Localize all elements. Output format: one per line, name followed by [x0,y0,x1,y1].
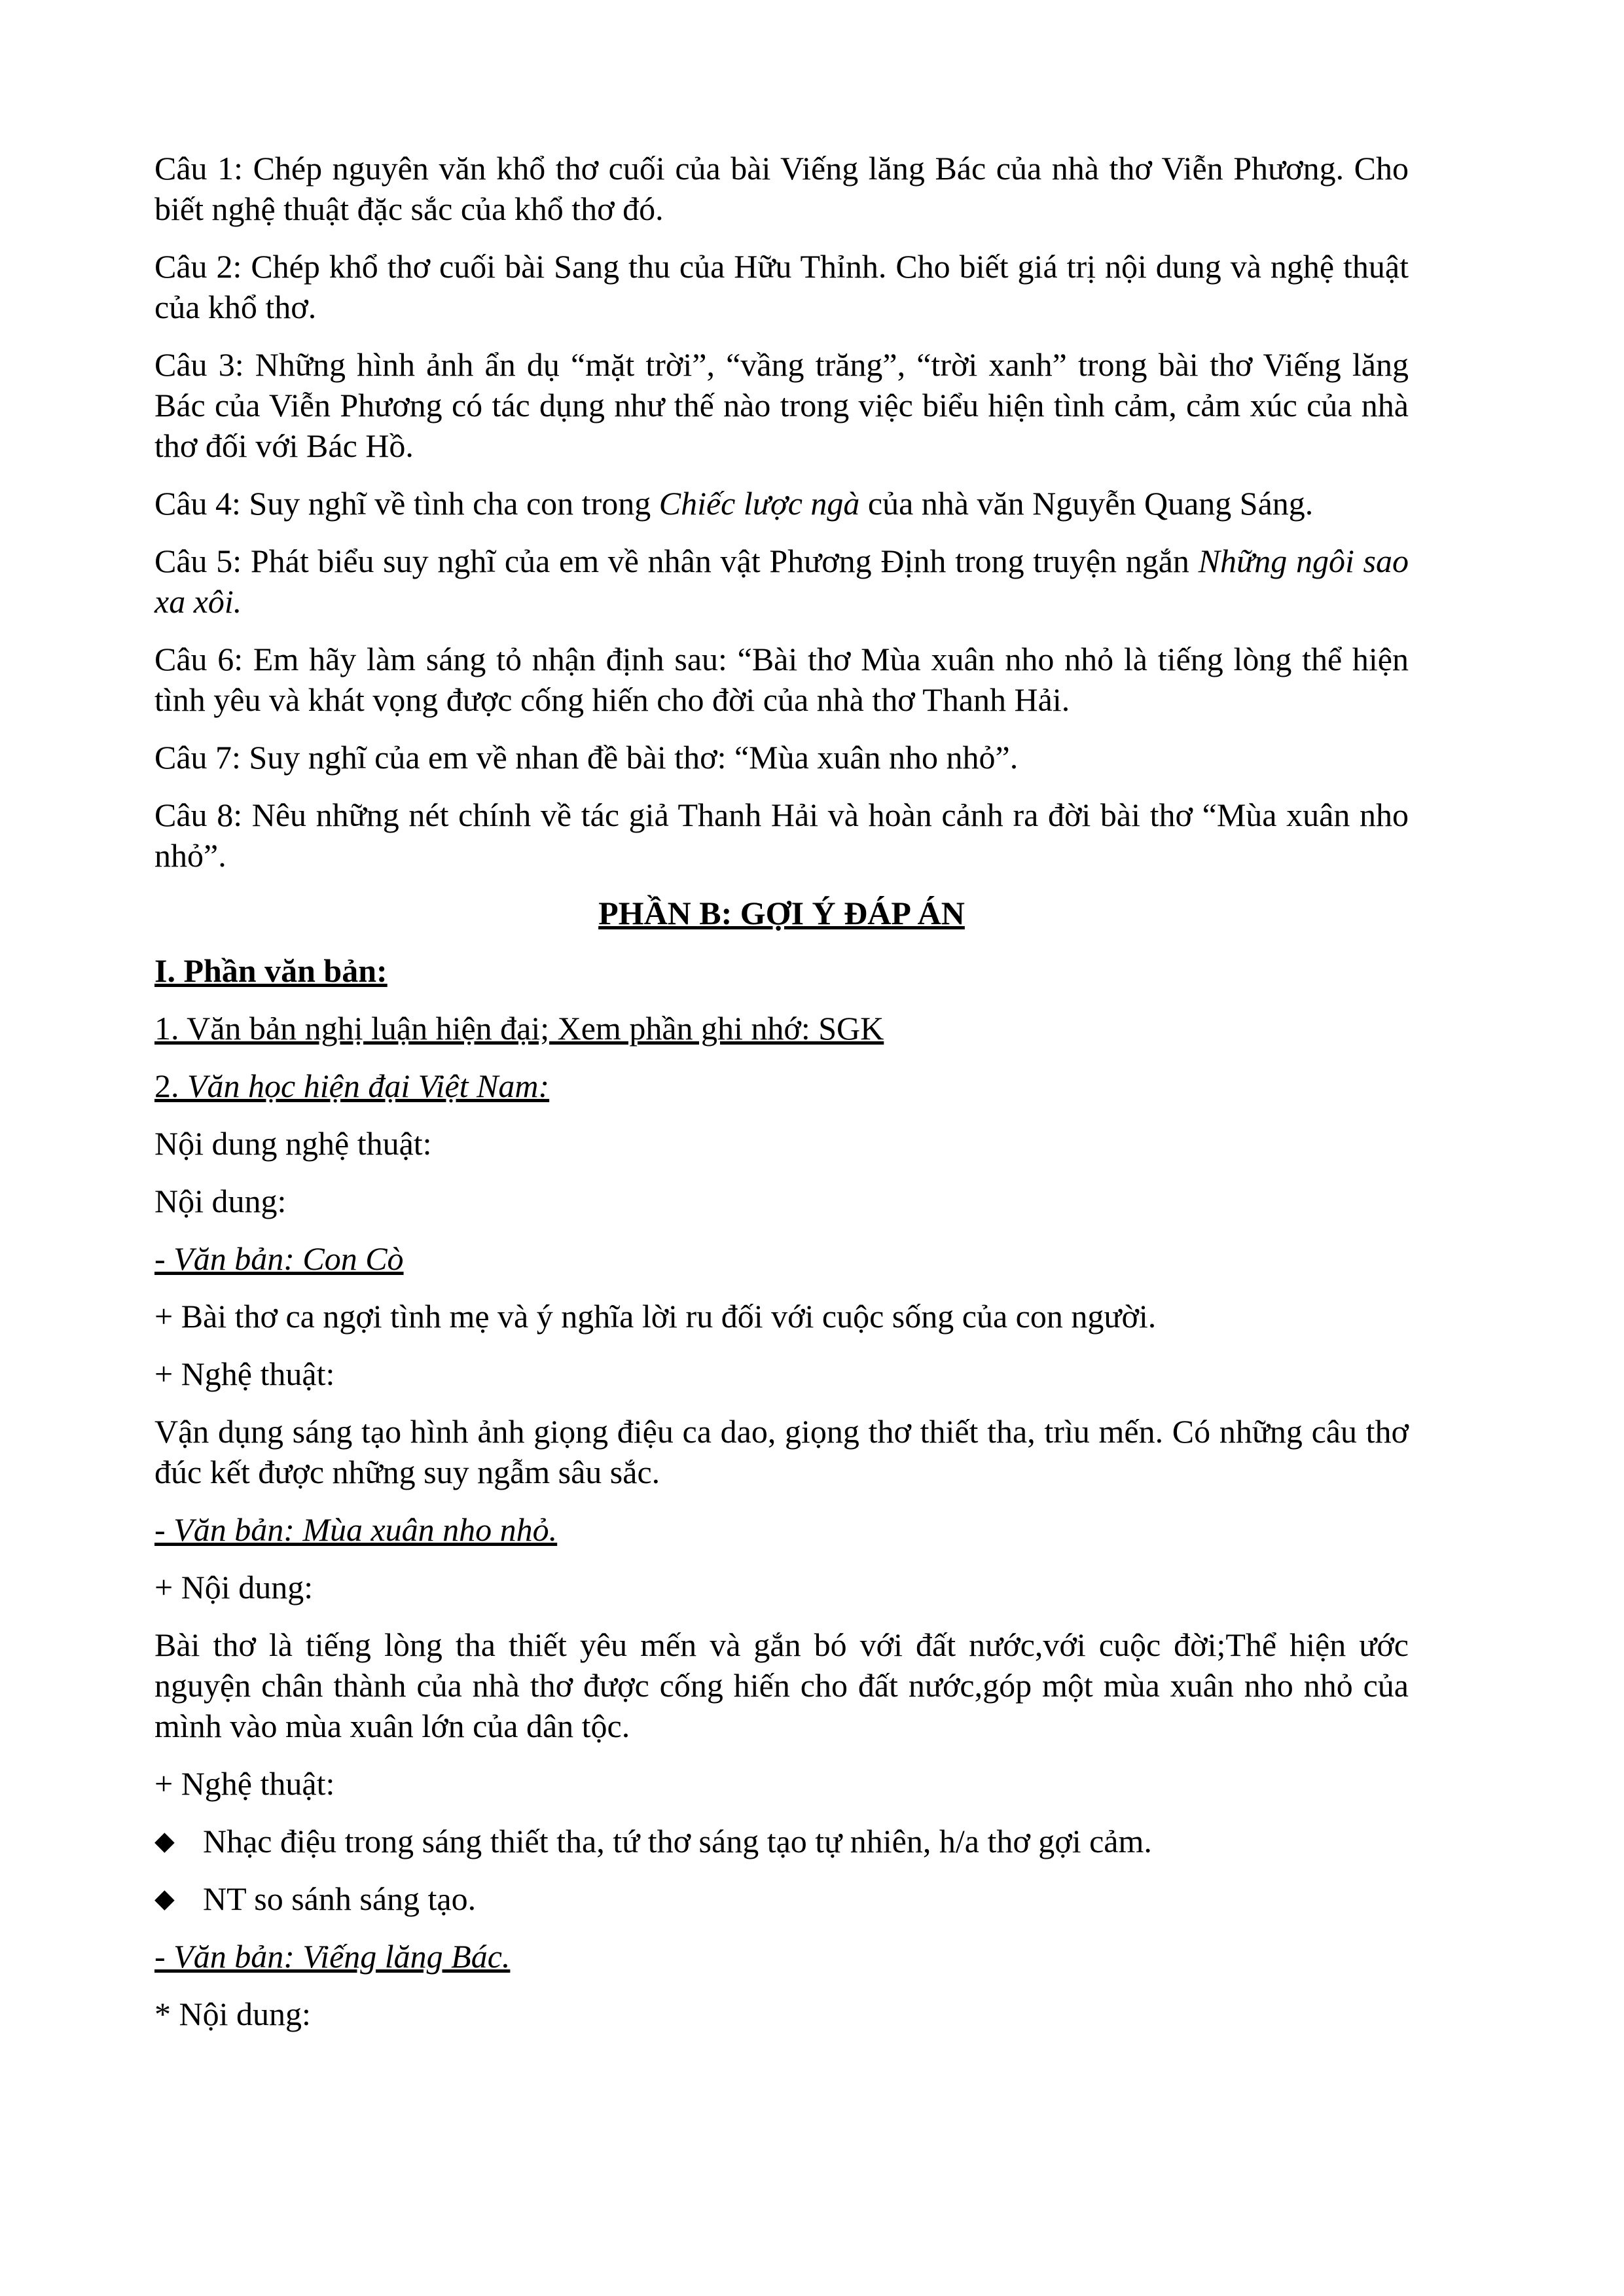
vieng-lang-content-label: * Nội dung: [154,1996,311,2032]
question-4-post: của nhà văn Nguyễn Quang Sáng. [859,485,1314,522]
mua-xuan-title: - Văn bản: Mùa xuân nho nhỏ. [154,1511,558,1548]
section-text-heading: I. Phần văn bản: [154,952,388,989]
con-co-title: - Văn bản: Con Cò [154,1240,404,1277]
question-5 [154,541,1409,622]
con-co-content: + Bài thơ ca ngợi tình mẹ và ý nghĩa lời ru đối với cuộc sống của con người. [154,1298,1157,1335]
con-co-art: Vận dụng sáng tạo hình ảnh giọng điệu ca dao, giọng thơ thiết tha, trìu mến. Có những câu thơ đúc kết được những suy ngẫm sâu sắc. [154,1413,1409,1490]
question-3: Câu 3: Những hình ảnh ẩn dụ “mặt trời”, “vầng trăng”, “trời xanh” trong bài thơ Viếng lăng Bác của Viễn Phương có tác dụng như thế nào trong việc biểu hiện tình cảm, cảm xúc của nhà thơ đối với Bác Hồ. [154,346,1409,464]
question-4-title: Chiếc lược ngà [659,485,860,522]
vieng-lang-title: - Văn bản: Viếng lăng Bác. [154,1938,511,1975]
question-4-pre: Câu 4: Suy nghĩ về tình cha con trong [154,485,659,522]
question-7: Câu 7: Suy nghĩ của em về nhan đề bài thơ: “Mùa xuân nho nhỏ”. [154,739,1019,776]
diamond-bullet-icon: ◆ [154,1826,175,1856]
document-page [154,148,1409,2051]
item-1 [154,1008,1409,1049]
question-6: Câu 6: Em hãy làm sáng tỏ nhận định sau: “Bài thơ Mùa xuân nho nhỏ là tiếng lòng thể hiện tình yêu và khát vọng được cống hiến cho đời của nhà thơ Thanh Hải. [154,641,1409,718]
item-1-text: 1. Văn bản nghị luận hiện đại; Xem phần ghi nhớ: SGK [154,1010,884,1047]
vieng-lang-heading [154,1936,1409,1977]
question-4 [154,483,1409,524]
question-1: Câu 1: Chép nguyên văn khổ thơ cuối của bài Viếng lăng Bác của nhà thơ Viễn Phương. Cho biết nghệ thuật đặc sắc của khổ thơ đó. [154,150,1409,227]
question-2: Câu 2: Chép khổ thơ cuối bài Sang thu của Hữu Thỉnh. Cho biết giá trị nội dung và nghệ thuật của khổ thơ. [154,248,1409,325]
question-5-pre: Câu 5: Phát biểu suy nghĩ của em về nhân vật Phương Định trong truyện ngắn [154,543,1199,579]
bullet-item [154,1878,1409,1919]
item-2-text: Văn học hiện đại Việt Nam: [179,1067,550,1104]
con-co-heading [154,1238,1409,1279]
con-co-art-label: + Nghệ thuật: [154,1355,335,1392]
bullet-text: Nhạc điệu trong sáng thiết tha, tứ thơ sáng tạo tự nhiên, h/a thơ gợi cảm. [203,1823,1152,1859]
question-8: Câu 8: Nêu những nét chính về tác giả Thanh Hải và hoàn cảnh ra đời bài thơ “Mùa xuân nho nhỏ”. [154,797,1409,874]
item-2-num: 2. [154,1067,179,1104]
mua-xuan-content-label: + Nội dung: [154,1569,314,1605]
bullet-text: NT so sánh sáng tạo. [203,1880,477,1917]
question-5-title: Những ngôi sao xa xôi. [154,543,1409,620]
diamond-bullet-icon: ◆ [154,1884,175,1913]
content-label: Nội dung: [154,1183,287,1219]
mua-xuan-art-label: + Nghệ thuật: [154,1765,335,1802]
mua-xuan-heading [154,1509,1409,1550]
mua-xuan-content: Bài thơ là tiếng lòng tha thiết yêu mến và gắn bó với đất nước,với cuộc đời;Thể hiện ước nguyện chân thành của nhà thơ được cống hiến cho đất nước,góp một mùa xuân nho nhỏ của mình vào mùa xuân lớn của dân tộc. [154,1626,1409,1744]
content-art-label: Nội dung nghệ thuật: [154,1125,432,1162]
bullet-item [154,1821,1409,1861]
item-2 [154,1066,1409,1106]
part-b-heading: PHẦN B: GỢI Ý ĐÁP ÁN [598,895,965,931]
